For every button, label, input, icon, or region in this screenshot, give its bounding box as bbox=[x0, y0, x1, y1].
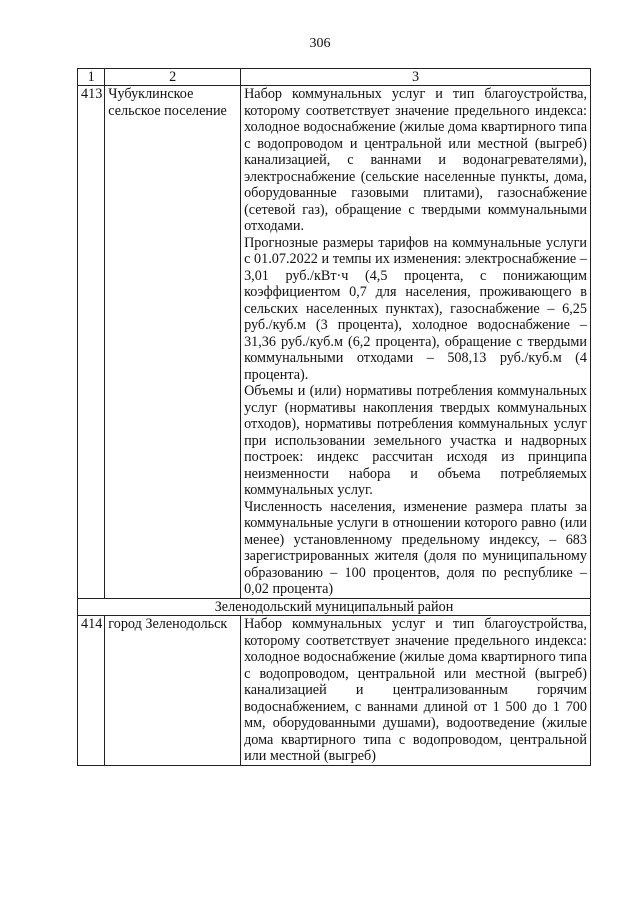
municipality-name: город Зеленодольск bbox=[105, 616, 241, 766]
header-col-1: 1 bbox=[78, 69, 105, 86]
row-number: 413 bbox=[78, 86, 105, 599]
tariff-table bbox=[77, 68, 591, 766]
section-title: Зеленодольский муниципальный район bbox=[78, 598, 591, 616]
page-number: 306 bbox=[309, 36, 331, 51]
paragraph-consumption-volumes: Объемы и (или) нормативы потребления коммунальных услуг (нормативы накопления твердых коммунальных отходов), нормативы потребления коммунальных услуг при использовании земельного участка и надворных построек: индекс рассчитан исходя из принципа неизменности набора и объема потребляемых коммунальных услуг. bbox=[244, 383, 587, 498]
header-col-3: 3 bbox=[241, 69, 591, 86]
table-header-row bbox=[78, 69, 591, 86]
row-description bbox=[241, 616, 591, 766]
table-row bbox=[78, 86, 591, 599]
row-number: 414 bbox=[78, 616, 105, 766]
paragraph-population: Численность населения, изменение размера платы за коммунальные услуги в отношении которого равно (или менее) установленному предельному индексу, – 683 зарегистрированных жителя (доля по муниципальному образованию – 100 процентов, доля по республике – 0,02 процента) bbox=[244, 498, 587, 597]
paragraph-service-set: Набор коммунальных услуг и тип благоустройства, которому соответствует значение предельного индекса: холодное водоснабжение (жилые дома квартирного типа с водопроводом и центральной или местной (выгреб) канализацией, с ваннами и водонагревателями), электроснабжение (сельские населенные пункты, дома, оборудованные газовыми плитами), газоснабжение (сетевой газ), обращение с твердыми коммунальными отходами. bbox=[244, 86, 587, 234]
paragraph-tariffs: Прогнозные размеры тарифов на коммунальные услуги с 01.07.2022 и темпы их изменения: электроснабжение – 3,01 руб./кВт·ч (4,5 процента, с понижающим коэффициентом 0,7 для населения, проживающего в сельских населенных пунктах), газоснабжение – 6,25 руб./куб.м (3 процента), холодное водоснабжение – 31,36 руб./куб.м (6,2 процента), обращение с твердыми коммунальными отходами – 508,13 руб./куб.м (4 процента). bbox=[244, 234, 587, 383]
header-col-2: 2 bbox=[105, 69, 241, 86]
municipality-name: Чубуклинское сельское поселение bbox=[105, 86, 241, 599]
table-row bbox=[78, 616, 591, 766]
section-row bbox=[78, 598, 591, 616]
paragraph-service-set: Набор коммунальных услуг и тип благоустройства, которому соответствует значение предельного индекса: холодное водоснабжение (жилые дома квартирного типа с водопроводом, центральной или местной (выгреб) канализацией и централизованным горячим водоснабжением, с ваннами длиной от 1 500 до 1 700 мм, оборудованными душами), водоотведение (жилые дома квартирного типа с водопроводом, центральной или местной (выгреб) bbox=[244, 616, 587, 764]
row-description bbox=[241, 86, 591, 599]
